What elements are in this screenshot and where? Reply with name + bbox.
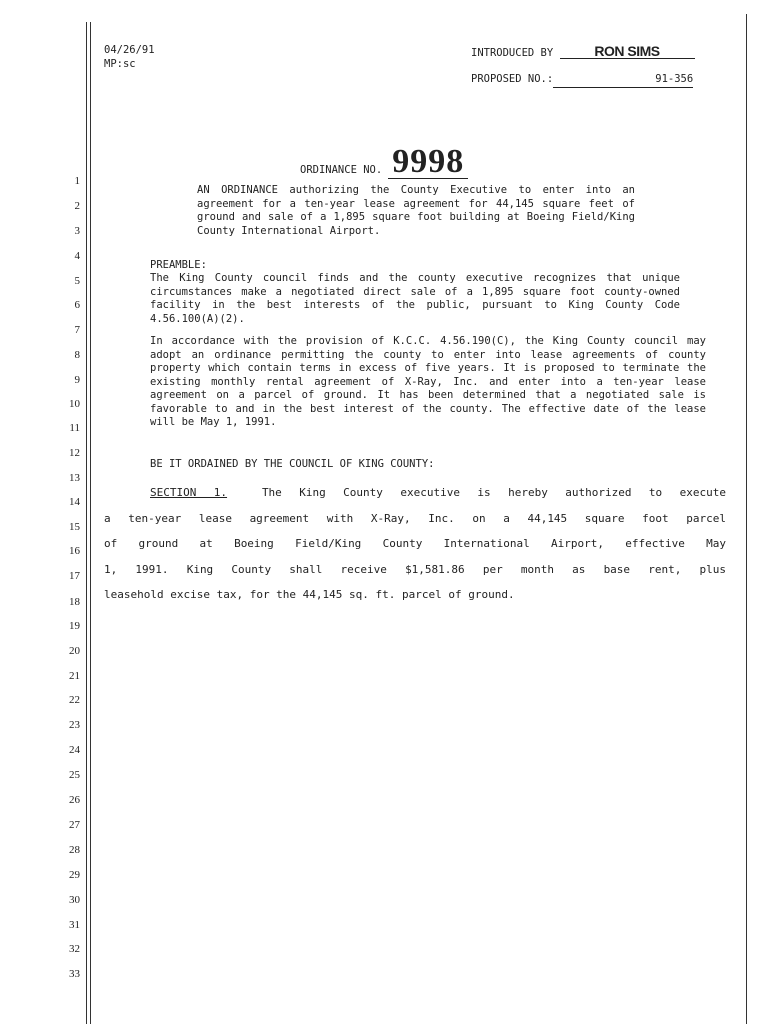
line-number: 26 (69, 794, 80, 806)
header-date: 04/26/91 (104, 44, 155, 56)
line-number: 11 (69, 422, 80, 434)
line-number: 15 (69, 521, 80, 533)
line-number: 9 (74, 374, 80, 386)
line-number: 24 (69, 744, 80, 756)
line-number: 27 (69, 819, 80, 831)
proposed-no-label: PROPOSED NO.: (471, 73, 554, 85)
line-number: 16 (69, 545, 80, 557)
ordinance-number: 9998 (388, 146, 468, 179)
line-number: 12 (69, 447, 80, 459)
proposed-number (471, 73, 693, 88)
section-1-line (104, 480, 726, 506)
section-1-heading: SECTION 1. (150, 486, 228, 499)
line-number: 30 (69, 894, 80, 906)
line-number: 6 (74, 299, 80, 311)
introduced-by (471, 44, 695, 61)
section-1-line: 1, 1991. King County shall receive $1,581.86 per month as base rent, plus (104, 562, 726, 576)
line-number: 18 (69, 596, 80, 608)
line-number: 20 (69, 645, 80, 657)
ordinance-title (300, 143, 468, 180)
line-number: 13 (69, 472, 80, 484)
proposed-no-value: 91-356 (553, 73, 693, 88)
line-number: 33 (69, 968, 80, 980)
line-number: 17 (69, 570, 80, 582)
preamble-heading: PREAMBLE: (150, 259, 207, 271)
enacting-clause: BE IT ORDAINED BY THE COUNCIL OF KING COUNTY: (150, 458, 435, 470)
line-number: 19 (69, 620, 80, 632)
section-1-line: leasehold excise tax, for the 44,145 sq. ft. parcel of ground. (104, 588, 515, 601)
line-number: 2 (74, 200, 80, 212)
line-number: 8 (74, 349, 80, 361)
preamble-paragraph-2: In accordance with the provision of K.C.C. 4.56.190(C), the King County council may adopt an ordinance permitting the county to enter into lease agreements of county property which contain terms in excess of five years. It is proposed to terminate the existing monthly rental agreement of X-Ray, Inc. and enter into a ten-year lease agreement on a parcel of ground. It has been determined that a negotiated sale is favorable to and in the best interest of the county. The effective date of the lease will be May 1, 1991. (150, 335, 706, 428)
line-number: 32 (69, 943, 80, 955)
preamble-paragraph-1: The King County council finds and the county executive recognizes that unique circumstances make a negotiated direct sale of a 1,895 square foot county-owned facility in the best interests of the public, pursuant to King County Code 4.56.100(A)(2). (150, 272, 680, 325)
section-1-line: of ground at Boeing Field/King County International Airport, effective May (104, 537, 726, 550)
right-margin-rule (746, 14, 747, 1024)
introduced-by-name: RON SIMS (560, 44, 695, 59)
section-1-text: The King County executive is hereby authorized to execute (261, 486, 726, 499)
line-number: 22 (69, 694, 80, 706)
line-number: 29 (69, 869, 80, 881)
line-number: 28 (69, 844, 80, 856)
section-1 (104, 480, 726, 608)
line-number: 10 (69, 398, 80, 410)
line-number: 4 (74, 250, 80, 262)
line-number: 31 (69, 919, 80, 931)
header-date-block (104, 44, 155, 71)
line-number: 21 (69, 670, 80, 682)
line-number: 1 (74, 175, 80, 187)
ordinance-caption: AN ORDINANCE authorizing the County Executive to enter into an agreement for a ten-year lease agreement for 44,145 square feet of ground and sale of a 1,895 square foot building at Boeing Field/King County International Airport. (197, 184, 635, 237)
line-number: 25 (69, 769, 80, 781)
section-1-line: a ten-year lease agreement with X-Ray, Inc. on a 44,145 square foot parcel (104, 511, 726, 525)
header-initials: MP:sc (104, 57, 136, 70)
left-margin-rule (86, 22, 87, 1024)
line-number: 14 (69, 496, 80, 508)
left-margin-rule-inner (90, 22, 91, 1024)
introduced-by-label: INTRODUCED BY (471, 47, 554, 59)
line-number: 3 (74, 225, 80, 237)
line-number: 23 (69, 719, 80, 731)
line-number: 5 (74, 275, 80, 287)
ordinance-label: ORDINANCE NO. (300, 163, 383, 176)
line-number: 7 (74, 324, 80, 336)
